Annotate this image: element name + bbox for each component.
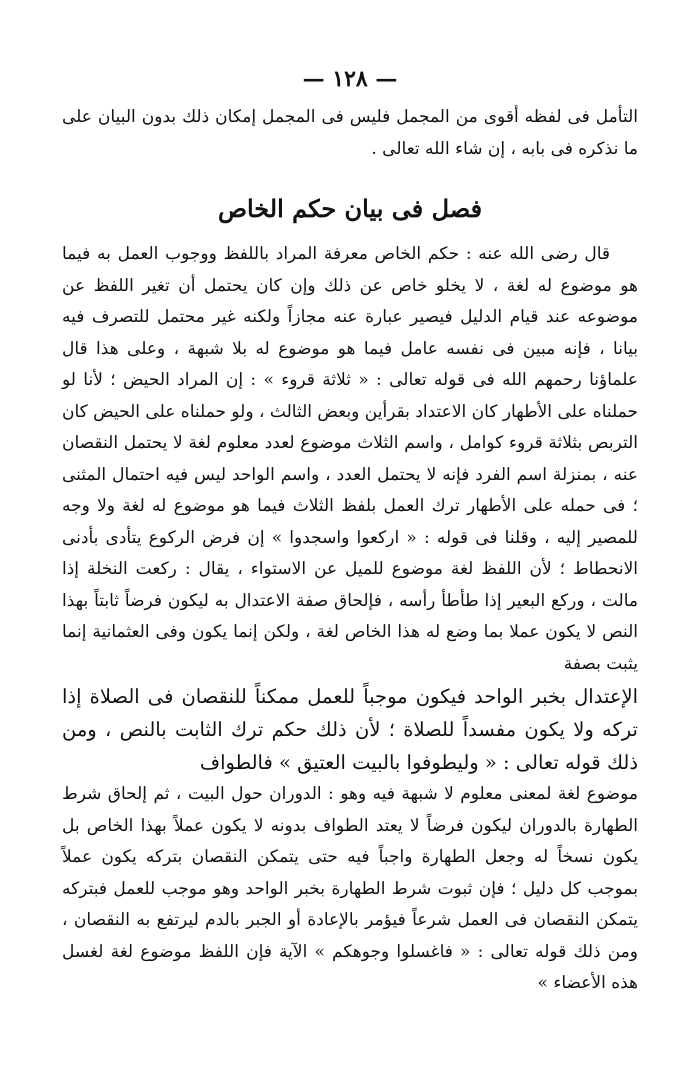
intro-paragraph: التأمل فى لفظه أقوى من المجمل فليس فى المجمل إمكان ذلك بدون البيان على ما نذكره فى بابه ، إن شاء الله تعالى .	[62, 107, 638, 159]
body-paragraph-3: موضوع لغة لمعنى معلوم لا شبهة فيه وهو : الدوران حول البيت ، ثم إلحاق شرط الطهارة بالدوران ليكون فرضاً لا يعتد الطواف بدونه لا يكون عملاً بهذا الخاص بل يكون نسخاً له وجعل الطهارة واجباً فيه حتى يتمكن النقصان بتركه يكون عملاً بموجب كل دليل ؛ فإن ثبوت شرط الطهارة بخبر الواحد وهو موجب للعمل فبتركه يتمكن النقصان فى العمل شرعاً فيؤمر بالإعادة أو الجبر بالدم ليرتفع به النقصان ، ومن ذلك قوله تعالى : « فاغسلوا وجوهكم » الآية فإن اللفظ موضوع لغة لغسل هذه الأعضاء »	[62, 784, 638, 993]
section-heading: فصل فى بيان حكم الخاص	[217, 194, 483, 223]
body-paragraph-1: قال رضى الله عنه : حكم الخاص معرفة المراد باللفظ ووجوب العمل به فيما هو موضوع له لغة ، لا يخلو خاص عن ذلك وإن كان يحتمل أن تغير اللفظ عن موضوعه عند قيام الدليل فيصير عبارة عنه مجازاً ولكنه غير محتمل للتصرف فيه بيانا ، فإنه مبين فى نفسه عامل فيما هو موضوع له بلا شبهة ، وعلى هذا قال علماؤنا رحمهم الله فى قوله تعالى : « ثلاثة قروء » : إن المراد الحيض ؛ لأنا لو حملناه على الأطهار كان الاعتداد بقرأين وبعض الثالث ، ولو حملناه على الحيض كان التربص بثلاثة قروء كوامل ، واسم الثلاث موضوع لعدد معلوم لغة لا يحتمل النقصان عنه ، بمنزلة اسم الفرد فإنه لا يحتمل العدد ، واسم الواحد ليس فيه احتمال المثنى ؛ فى حمله على الأطهار ترك العمل بلفظ الثلاث فيما هو موضوع له لغة ولا وجه للمصير إليه ، وقلنا فى قوله : « اركعوا واسجدوا » إن فرض الركوع يتأدى بأدنى الانحطاط ؛ لأن اللفظ لغة موضوع للميل عن الاستواء ، يقال : ركعت النخلة إذا مالت ، وركع البعير إذا طأطأ رأسه ، فإلحاق صفة الاعتدال به ليكون فرضاً ثابتاً بهذا النص لا يكون عملا بما وضع له هذا الخاص لغة ، ولكن إنما يكون وفى العثمانية إنما يثبت بصفة	[62, 244, 638, 674]
body-paragraph-2: الإعتدال بخبر الواحد فيكون موجباً للعمل ممكناً للنقصان فى الصلاة إذا تركه ولا يكون مفسداً للصلاة ؛ لأن ذلك حكم ترك الثابت بالنص ، ومن ذلك قوله تعالى : « وليطوفوا بالبيت العتيق » فالطواف	[62, 685, 638, 774]
page-number: — ١٢٨ —	[302, 66, 398, 92]
